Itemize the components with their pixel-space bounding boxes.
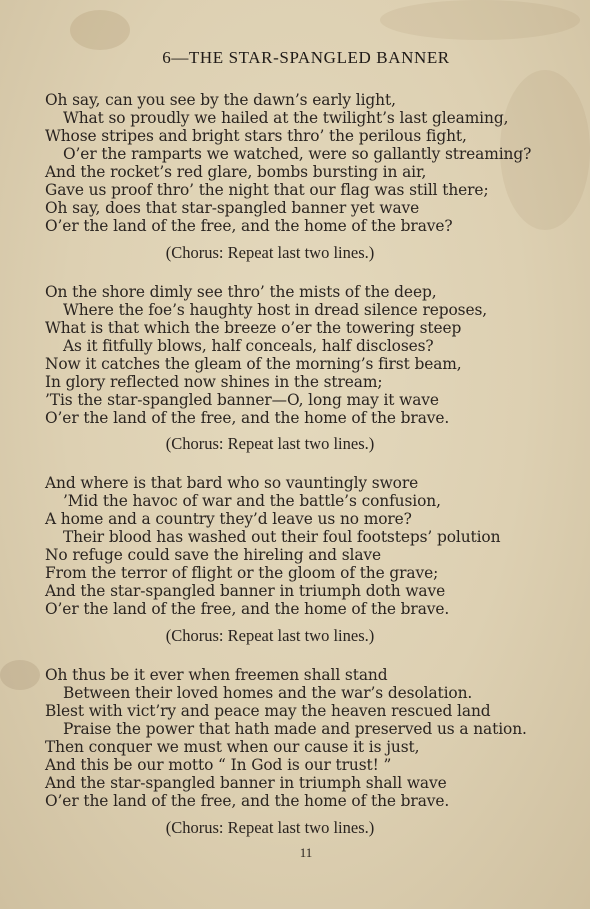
page-title: 6—THE STAR-SPANGLED BANNER bbox=[162, 48, 450, 67]
verse-line: Oh say, does that star-spangled banner yet wave bbox=[45, 199, 420, 217]
verse-line: And the star-spangled banner in triumph shall wave bbox=[45, 774, 447, 792]
verse-line: And where is that bard who so vauntingly swore bbox=[45, 474, 419, 492]
chorus-instruction: (Chorus: Repeat last two lines.) bbox=[165, 434, 375, 453]
chorus-instruction: (Chorus: Repeat last two lines.) bbox=[165, 243, 375, 262]
verse-line: In glory reflected now shines in the stream; bbox=[45, 373, 383, 391]
verse-line: Oh say, can you see by the dawn’s early light, bbox=[45, 91, 396, 109]
verse-line: What so proudly we hailed at the twilight’s last gleaming, bbox=[63, 109, 509, 127]
verse-line: Whose stripes and bright stars thro’ the perilous fight, bbox=[45, 127, 467, 145]
verse-line: Their blood has washed out their foul footsteps’ polution bbox=[63, 528, 501, 546]
verse-line: And this be our motto “ In God is our trust! ” bbox=[45, 756, 392, 774]
verse-line: From the terror of flight or the gloom of the grave; bbox=[45, 564, 439, 582]
verse-line: What is that which the breeze o’er the towering steep bbox=[45, 319, 462, 337]
verse-line: Where the foe’s haughty host in dread silence reposes, bbox=[63, 301, 488, 319]
verse-line: As it fitfully blows, half conceals, half discloses? bbox=[63, 337, 434, 355]
page-number: 11 bbox=[299, 845, 313, 860]
verse-line: Praise the power that hath made and preserved us a nation. bbox=[63, 720, 527, 738]
verse-line: On the shore dimly see thro’ the mists of the deep, bbox=[45, 283, 437, 301]
verse-line: Blest with vict’ry and peace may the heaven rescued land bbox=[45, 702, 491, 720]
verse-line: ’Mid the havoc of war and the battle’s confusion, bbox=[63, 492, 441, 510]
verse-line: O’er the land of the free, and the home of the brave. bbox=[45, 409, 450, 427]
verse-line: O’er the land of the free, and the home of the brave. bbox=[45, 792, 450, 810]
verse-line: Gave us proof thro’ the night that our flag was still there; bbox=[45, 181, 489, 199]
verse-line: Then conquer we must when our cause it is just, bbox=[45, 738, 420, 756]
chorus-instruction: (Chorus: Repeat last two lines.) bbox=[165, 818, 375, 837]
verse-line: And the star-spangled banner in triumph doth wave bbox=[45, 582, 446, 600]
verse-line: A home and a country they’d leave us no more? bbox=[45, 510, 412, 528]
verse-line: ’Tis the star-spangled banner—O, long may it wave bbox=[45, 391, 439, 409]
verse-line: Oh thus be it ever when freemen shall stand bbox=[45, 666, 388, 684]
verse-line: And the rocket’s red glare, bombs bursting in air, bbox=[45, 163, 427, 181]
verse-line: Between their loved homes and the war’s desolation. bbox=[63, 684, 473, 702]
verse-line: O’er the land of the free, and the home of the brave? bbox=[45, 217, 453, 235]
verse-line: Now it catches the gleam of the morning’s first beam, bbox=[45, 355, 462, 373]
verse-line: O’er the land of the free, and the home of the brave. bbox=[45, 600, 450, 618]
verse-line: O’er the ramparts we watched, were so gallantly streaming? bbox=[63, 145, 532, 163]
verse-line: No refuge could save the hireling and slave bbox=[45, 546, 382, 564]
chorus-instruction: (Chorus: Repeat last two lines.) bbox=[165, 626, 375, 645]
